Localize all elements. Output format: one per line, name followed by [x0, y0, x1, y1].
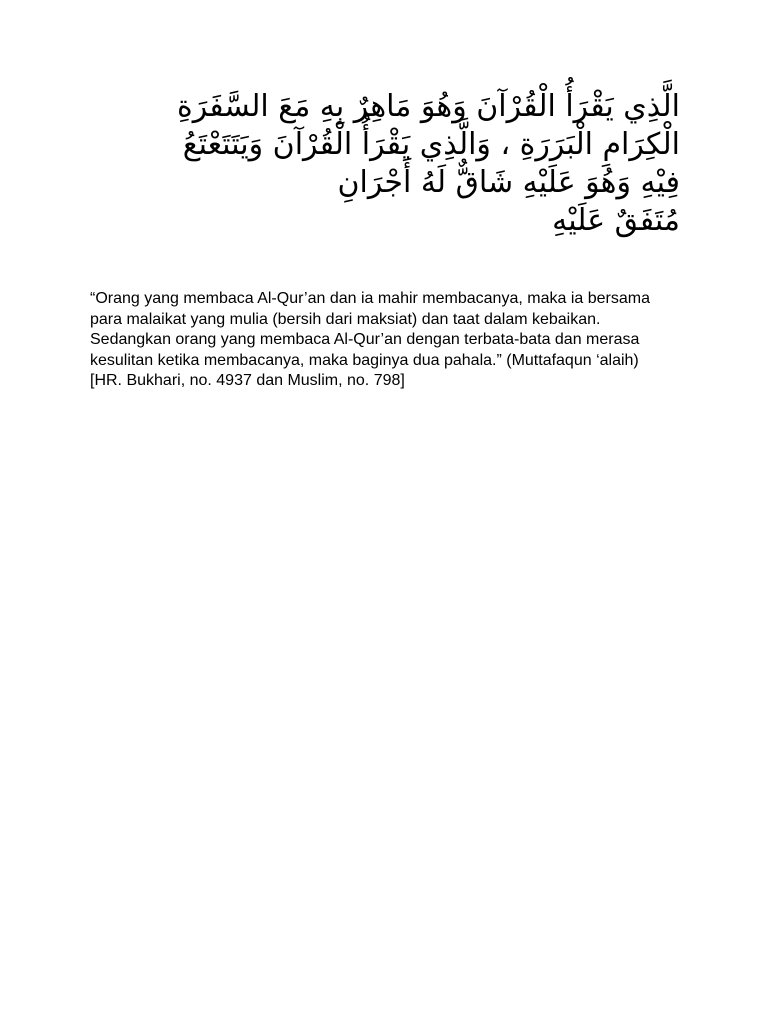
arabic-line-3: فِيْهِ وَهُوَ عَلَيْهِ شَاقٌّ لَهُ أَجْرَانِ [337, 165, 680, 200]
translation-line-2: para malaikat yang mulia (bersih dari maksiat) dan taat dalam kebaikan. [90, 310, 601, 328]
translation-line-4: kesulitan ketika membacanya, maka baginya dua pahala.” (Muttafaqun ‘alaih) [90, 351, 639, 369]
translation-line-3: Sedangkan orang yang membaca Al-Qur’an dengan terbata-bata dan merasa [90, 331, 640, 348]
translation-line-1: “Orang yang membaca Al-Qur’an dan ia mahir membacanya, maka ia bersama [90, 290, 650, 307]
arabic-line-4: مُتَفَقٌ عَلَيْهِ [552, 203, 680, 238]
arabic-hadith-text [90, 88, 680, 240]
arabic-line-1: الَّذِي يَقْرَأُ الْقُرْآنَ وَهُوَ مَاهِرٌ بِهِ مَعَ السَّفَرَةِ [177, 89, 680, 124]
translation-line-5: [HR. Bukhari, no. 4937 dan Muslim, no. 798] [90, 372, 405, 389]
translation-paragraph [90, 289, 680, 392]
arabic-line-2: الْكِرَامِ الْبَرَرَةِ ، وَالَّذِي يَقْرَأُ الْقُرْآنَ وَيَتَتَعْتَعُ [182, 127, 680, 162]
